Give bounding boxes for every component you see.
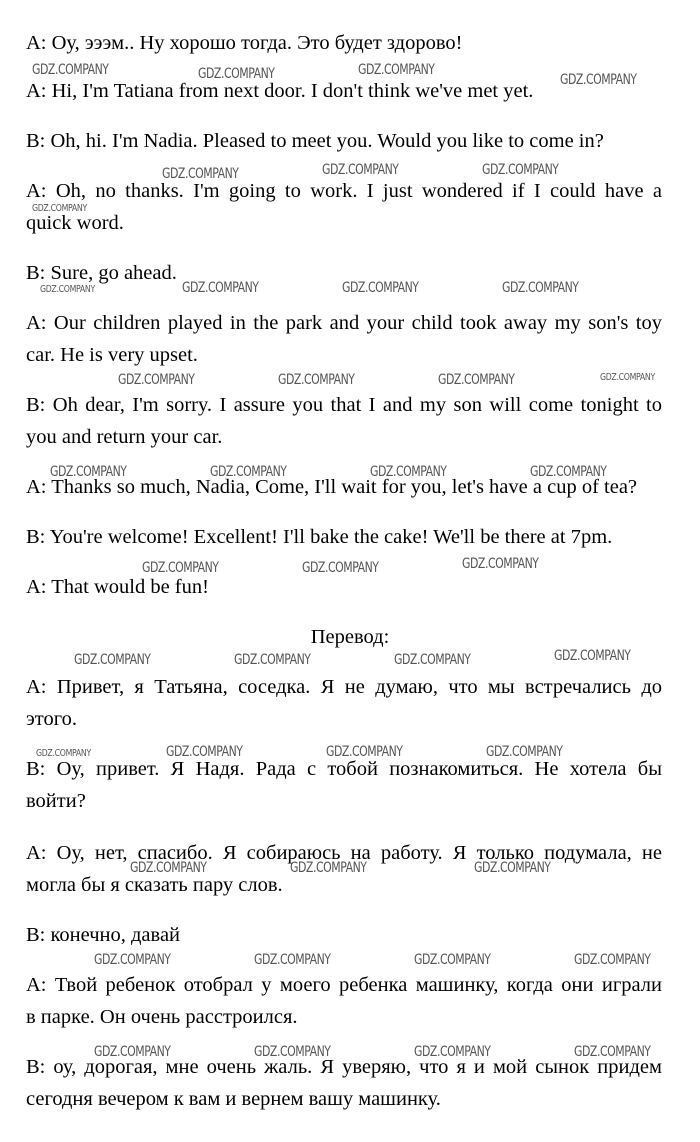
watermark: GDZ.COMPANY <box>36 748 91 759</box>
watermark: GDZ.COMPANY <box>166 744 243 760</box>
dialog-line: B: оу, дорогая, мне очень жаль. Я уверяю, что я и мой сынок придем <box>26 1056 662 1078</box>
watermark: GDZ.COMPANY <box>142 560 219 576</box>
watermark: GDZ.COMPANY <box>474 860 551 876</box>
watermark: GDZ.COMPANY <box>118 372 195 388</box>
watermark: GDZ.COMPANY <box>462 556 539 572</box>
watermark: GDZ.COMPANY <box>290 860 367 876</box>
dialog-line: A: Оу, эээм.. Ну хорошо тогда. Это будет здорово! <box>26 32 463 54</box>
watermark: GDZ.COMPANY <box>530 464 607 480</box>
watermark: GDZ.COMPANY <box>94 1044 171 1060</box>
watermark: GDZ.COMPANY <box>32 62 109 78</box>
watermark: GDZ.COMPANY <box>486 744 563 760</box>
watermark: GDZ.COMPANY <box>600 372 655 383</box>
dialog-line: B: Oh, hi. I'm Nadia. Pleased to meet you. Would you like to come in? <box>26 130 604 152</box>
dialog-line: этого. <box>26 708 78 730</box>
dialog-line: B: You're welcome! Excellent! I'll bake the cake! We'll be there at 7pm. <box>26 526 613 548</box>
watermark: GDZ.COMPANY <box>394 652 471 668</box>
dialog-line: A: Thanks so much, Nadia, Come, I'll wait for you, let's have a cup of tea? <box>26 476 638 498</box>
dialog-line: car. He is very upset. <box>26 344 198 366</box>
translation-heading: Перевод: <box>310 626 390 648</box>
watermark: GDZ.COMPANY <box>370 464 447 480</box>
dialog-line: B: Oh dear, I'm sorry. I assure you that I and my son will come tonight to <box>26 394 662 416</box>
dialog-line: A: Оу, нет, спасибо. Я собираюсь на работу. Я только подумала, не <box>26 842 662 864</box>
watermark: GDZ.COMPANY <box>40 284 95 295</box>
dialog-line: войти? <box>26 790 86 812</box>
watermark: GDZ.COMPANY <box>234 652 311 668</box>
dialog-line: A: Привет, я Татьяна, соседка. Я не думаю, что мы встречались до <box>26 676 662 698</box>
watermark: GDZ.COMPANY <box>482 162 559 178</box>
watermark: GDZ.COMPANY <box>326 744 403 760</box>
watermark: GDZ.COMPANY <box>302 560 379 576</box>
dialog-line: B: конечно, давай <box>26 924 181 946</box>
watermark: GDZ.COMPANY <box>358 62 435 78</box>
dialog-line: A: Твой ребенок отобрал у моего ребенка машинку, когда они играли <box>26 974 662 996</box>
watermark: GDZ.COMPANY <box>94 952 171 968</box>
watermark: GDZ.COMPANY <box>342 280 419 296</box>
watermark: GDZ.COMPANY <box>438 372 515 388</box>
watermark: GDZ.COMPANY <box>182 280 259 296</box>
watermark: GDZ.COMPANY <box>50 464 127 480</box>
dialog-line: B: Sure, go ahead. <box>26 262 177 284</box>
watermark: GDZ.COMPANY <box>74 652 151 668</box>
dialog-line: A: Oh, no thanks. I'm going to work. I just wondered if I could have a <box>26 180 662 202</box>
watermark: GDZ.COMPANY <box>210 464 287 480</box>
dialog-line: quick word. <box>26 212 124 234</box>
watermark: GDZ.COMPANY <box>574 1044 651 1060</box>
watermark: GDZ.COMPANY <box>574 952 651 968</box>
watermark: GDZ.COMPANY <box>254 1044 331 1060</box>
watermark: GDZ.COMPANY <box>278 372 355 388</box>
watermark: GDZ.COMPANY <box>560 72 637 88</box>
dialog-line: you and return your car. <box>26 426 223 448</box>
watermark: GDZ.COMPANY <box>414 1044 491 1060</box>
watermark: GDZ.COMPANY <box>322 162 399 178</box>
watermark: GDZ.COMPANY <box>554 648 631 664</box>
dialog-line: могла бы я сказать пару слов. <box>26 874 283 896</box>
watermark: GDZ.COMPANY <box>130 860 207 876</box>
dialog-line: B: Оу, привет. Я Надя. Рада с тобой познакомиться. Не хотела бы <box>26 758 662 780</box>
dialog-line: A: Our children played in the park and your child took away my son's toy <box>26 312 662 334</box>
watermark: GDZ.COMPANY <box>414 952 491 968</box>
dialog-line: A: Hi, I'm Tatiana from next door. I don't think we've met yet. <box>26 80 534 102</box>
dialog-line: в парке. Он очень расстроился. <box>26 1006 298 1028</box>
dialog-line: сегодня вечером к вам и вернем вашу машинку. <box>26 1088 441 1110</box>
watermark: GDZ.COMPANY <box>254 952 331 968</box>
watermark: GDZ.COMPANY <box>162 166 239 182</box>
dialog-line: A: That would be fun! <box>26 576 209 598</box>
watermark: GDZ.COMPANY <box>32 203 87 214</box>
watermark: GDZ.COMPANY <box>502 280 579 296</box>
watermark: GDZ.COMPANY <box>198 66 275 82</box>
